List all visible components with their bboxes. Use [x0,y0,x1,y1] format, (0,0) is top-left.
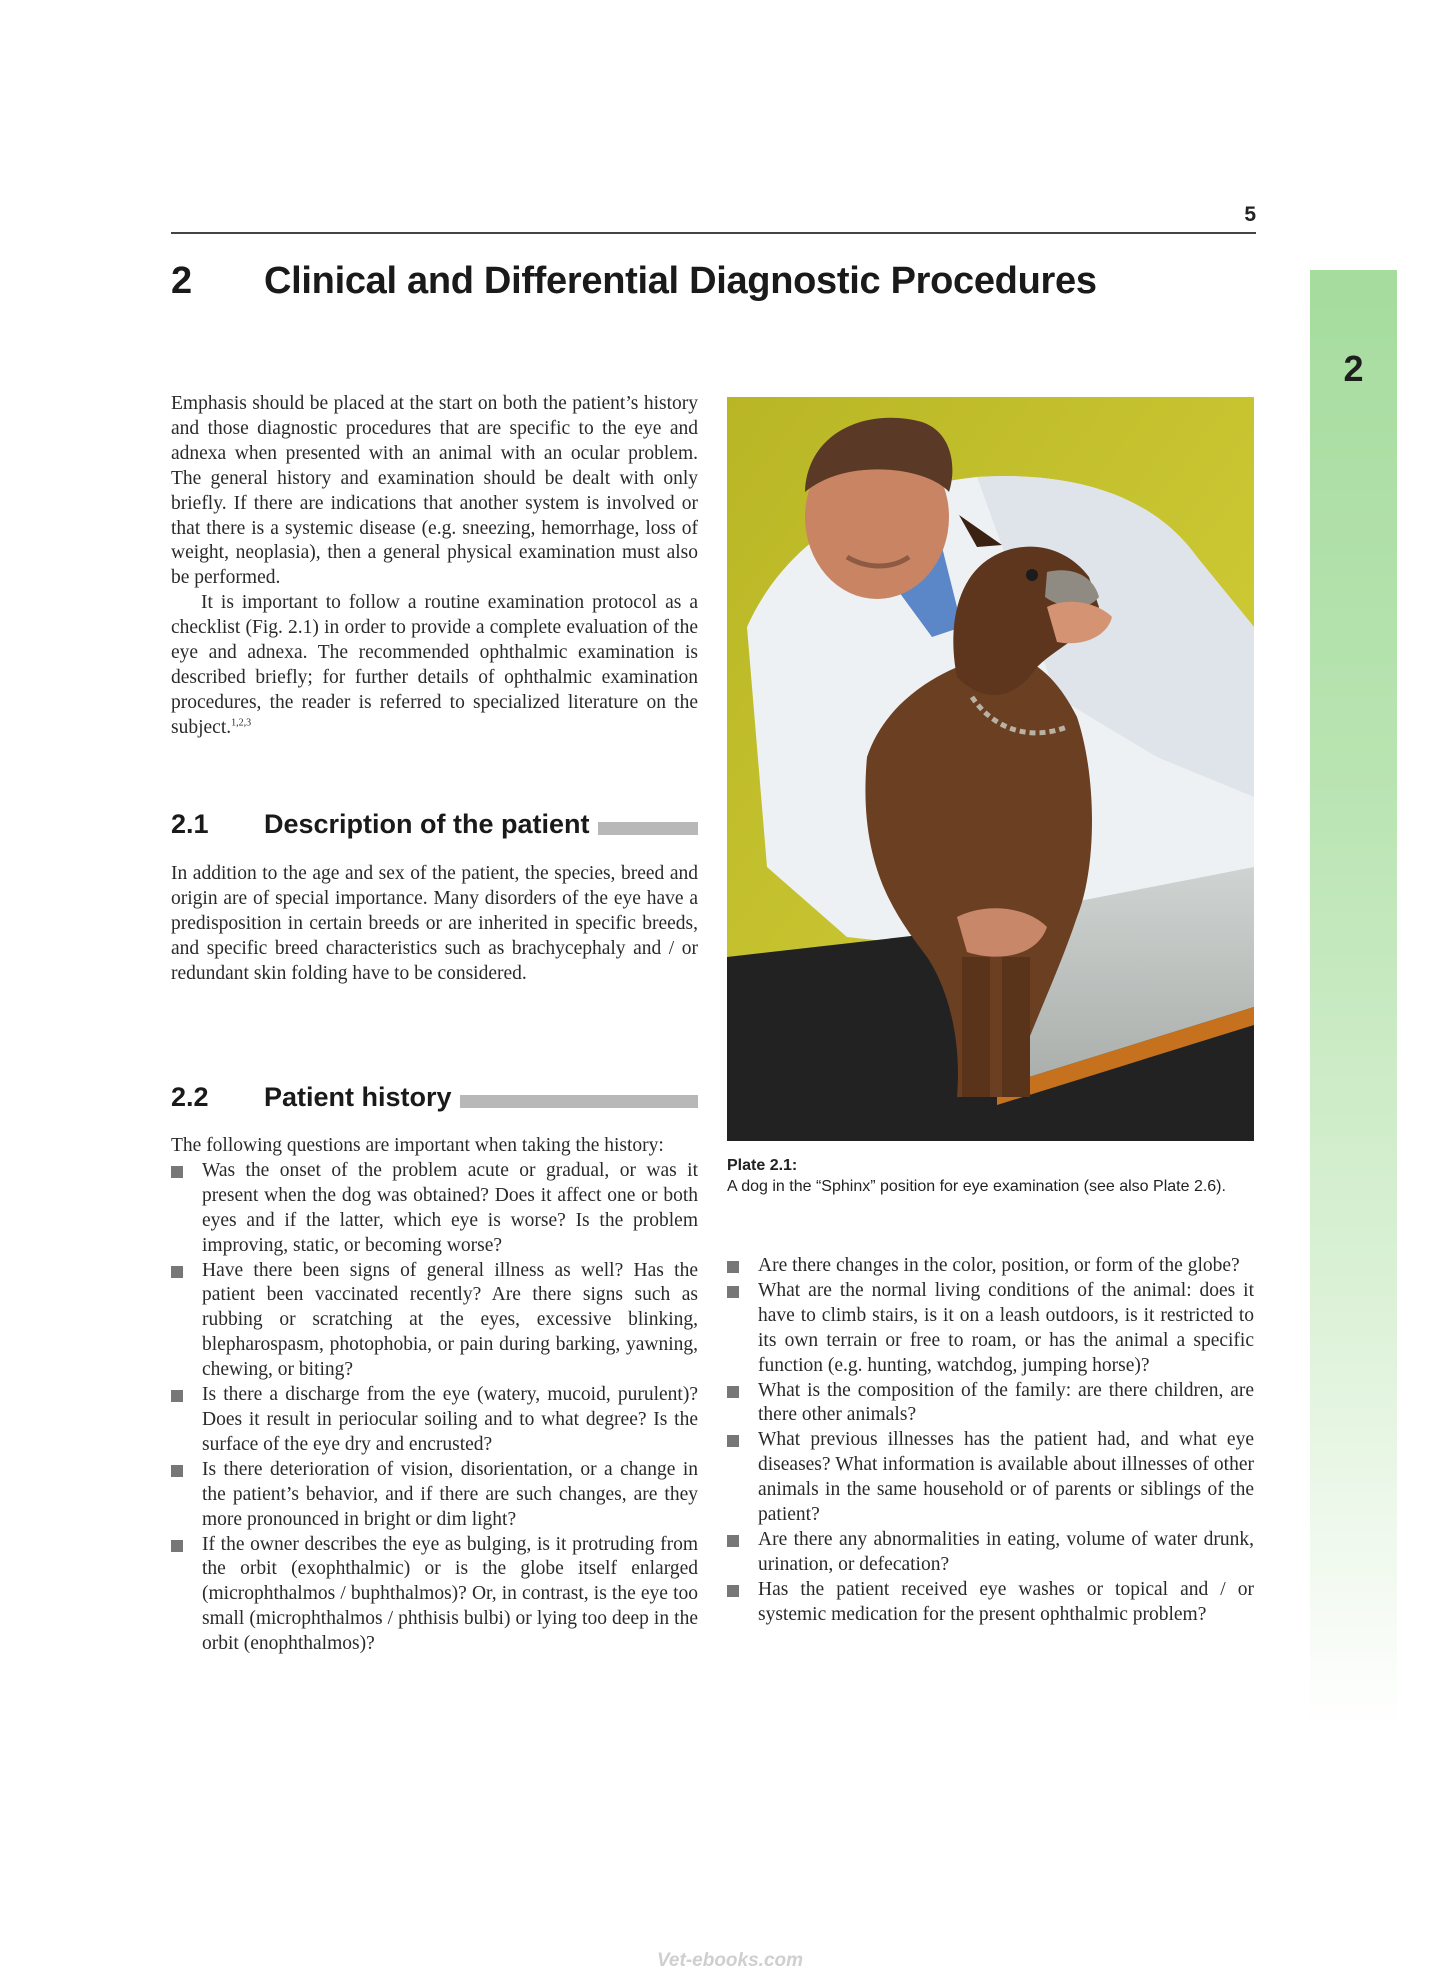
bullet-square-icon [727,1585,739,1597]
bullet-square-icon [171,1166,183,1178]
section-2-1-number: 2.1 [171,808,209,839]
page-number: 5 [1244,203,1256,226]
list-item: What is the composition of the family: are there children, are there other animals? [727,1379,1254,1429]
chapter-title-text: Clinical and Differential Diagnostic Procedures [264,260,1097,302]
bullet-square-icon [727,1386,739,1398]
bullet-square-icon [727,1261,739,1273]
chapter-number: 2 [171,260,192,302]
section-2-2-heading [171,1080,698,1114]
intro-paragraph-2-text: It is important to follow a routine examination protocol as a checklist (Fig. 2.1) in order to provide a complete evaluation of the eye and adnexa. The recommended ophthalmic examination is described briefly; for further details of ophthalmic examination procedures, the reader is referred to specialized literature on the subject. [171,592,698,738]
section-2-1-title: Description of the patient [264,808,590,839]
section-2-2-number: 2.2 [171,1081,209,1112]
list-item: If the owner describes the eye as bulging, is it protruding from the orbit (exophthalmic) or is the globe itself enlarged (microphthalmos / buphthalmos)? Or, in contrast, is the eye too small (microphthalmos / phthisis bulbi) or lying too deep in the orbit (enophthalmos)? [171,1533,698,1658]
list-item: Are there changes in the color, position, or form of the globe? [727,1254,1254,1279]
chapter-thumb-tab [1310,270,1397,1730]
list-item: Is there a discharge from the eye (watery, mucoid, purulent)? Does it result in periocular soiling and to what degree? Is the surface of the eye dry and encrusted? [171,1383,698,1458]
vet-examining-dog-illustration [727,397,1254,1141]
list-item: What are the normal living conditions of the animal: does it have to climb stairs, is it on a leash outdoors, is it restricted to its own terrain or free to roam, or has the animal a specific function (e.g. hunting, watchdog, jumping horse)? [727,1279,1254,1379]
section-2-2-left-column [171,1134,698,1657]
bullet-square-icon [171,1465,183,1477]
bullet-square-icon [171,1266,183,1278]
plate-2-1-photo [727,397,1254,1141]
bullet-square-icon [727,1435,739,1447]
history-questions-left [171,1159,698,1657]
list-item: Has the patient received eye washes or topical and / or systemic medication for the present ophthalmic problem? [727,1578,1254,1628]
bullet-square-icon [171,1390,183,1402]
section-2-2-lead: The following questions are important when taking the history: [171,1135,664,1156]
bullet-square-icon [727,1535,739,1547]
section-2-1-body [171,862,698,987]
section-2-2-heading-bar [460,1095,698,1108]
intro-paragraph-2 [171,591,698,740]
section-2-2-right-column [727,1254,1254,1628]
section-2-2-title: Patient history [264,1081,452,1112]
section-2-1-heading [171,807,698,841]
header-rule [171,232,1256,234]
list-item: Was the onset of the problem acute or gradual, or was it present when the dog was obtained? Does it affect one or both eyes and if the latter, which eye is worse? Is the problem improving, static, or becoming worse? [171,1159,698,1259]
bullet-square-icon [171,1540,183,1552]
watermark-logo: Vet-ebooks.com [656,1950,804,1971]
list-item: Are there any abnormalities in eating, volume of water drunk, urination, or defecation? [727,1528,1254,1578]
section-2-1-paragraph: In addition to the age and sex of the patient, the species, breed and origin are of special importance. Many disorders of the eye have a predisposition in certain breeds or are inherited in specific breeds, and specific breed characteristics such as brachycephaly and / or redundant skin folding have to be considered. [171,863,698,984]
list-item: Is there deterioration of vision, disorientation, or a change in the patient’s behavior, and if there are such changes, are they more pronounced in bright or dim light? [171,1458,698,1533]
list-item: Have there been signs of general illness as well? Has the patient been vaccinated recently? Are there signs such as rubbing or scratching at the eyes, excessive blinking, blepharospasm, photophobia, or pain during barking, yawning, chewing, or biting? [171,1259,698,1384]
section-2-1-heading-bar [598,822,698,835]
plate-label: Plate 2.1: [727,1157,798,1174]
history-questions-right [727,1254,1254,1628]
intro-paragraph-1: Emphasis should be placed at the start on both the patient’s history and those diagnostic procedures that are specific to the eye and adnexa when presented with an animal with an ocular problem. The general history and examination should be dealt with only briefly. If there are indications that another system is involved or that there is a systemic disease (e.g. sneezing, hemorrhage, loss of weight, neoplasia), then a general physical examination must also be performed. [171,393,698,589]
plate-2-1-caption [727,1155,1254,1197]
plate-caption-text: A dog in the “Sphinx” position for eye examination (see also Plate 2.6). [727,1178,1226,1195]
thumb-tab-number: 2 [1343,348,1364,389]
bullet-square-icon [727,1286,739,1298]
reference-superscript: 1,2,3 [231,717,252,729]
list-item: What previous illnesses has the patient had, and what eye diseases? What information is available about illnesses of other animals in the same household or of parents or siblings of the patient? [727,1428,1254,1528]
chapter-title [171,260,1171,303]
intro-text [171,392,698,741]
